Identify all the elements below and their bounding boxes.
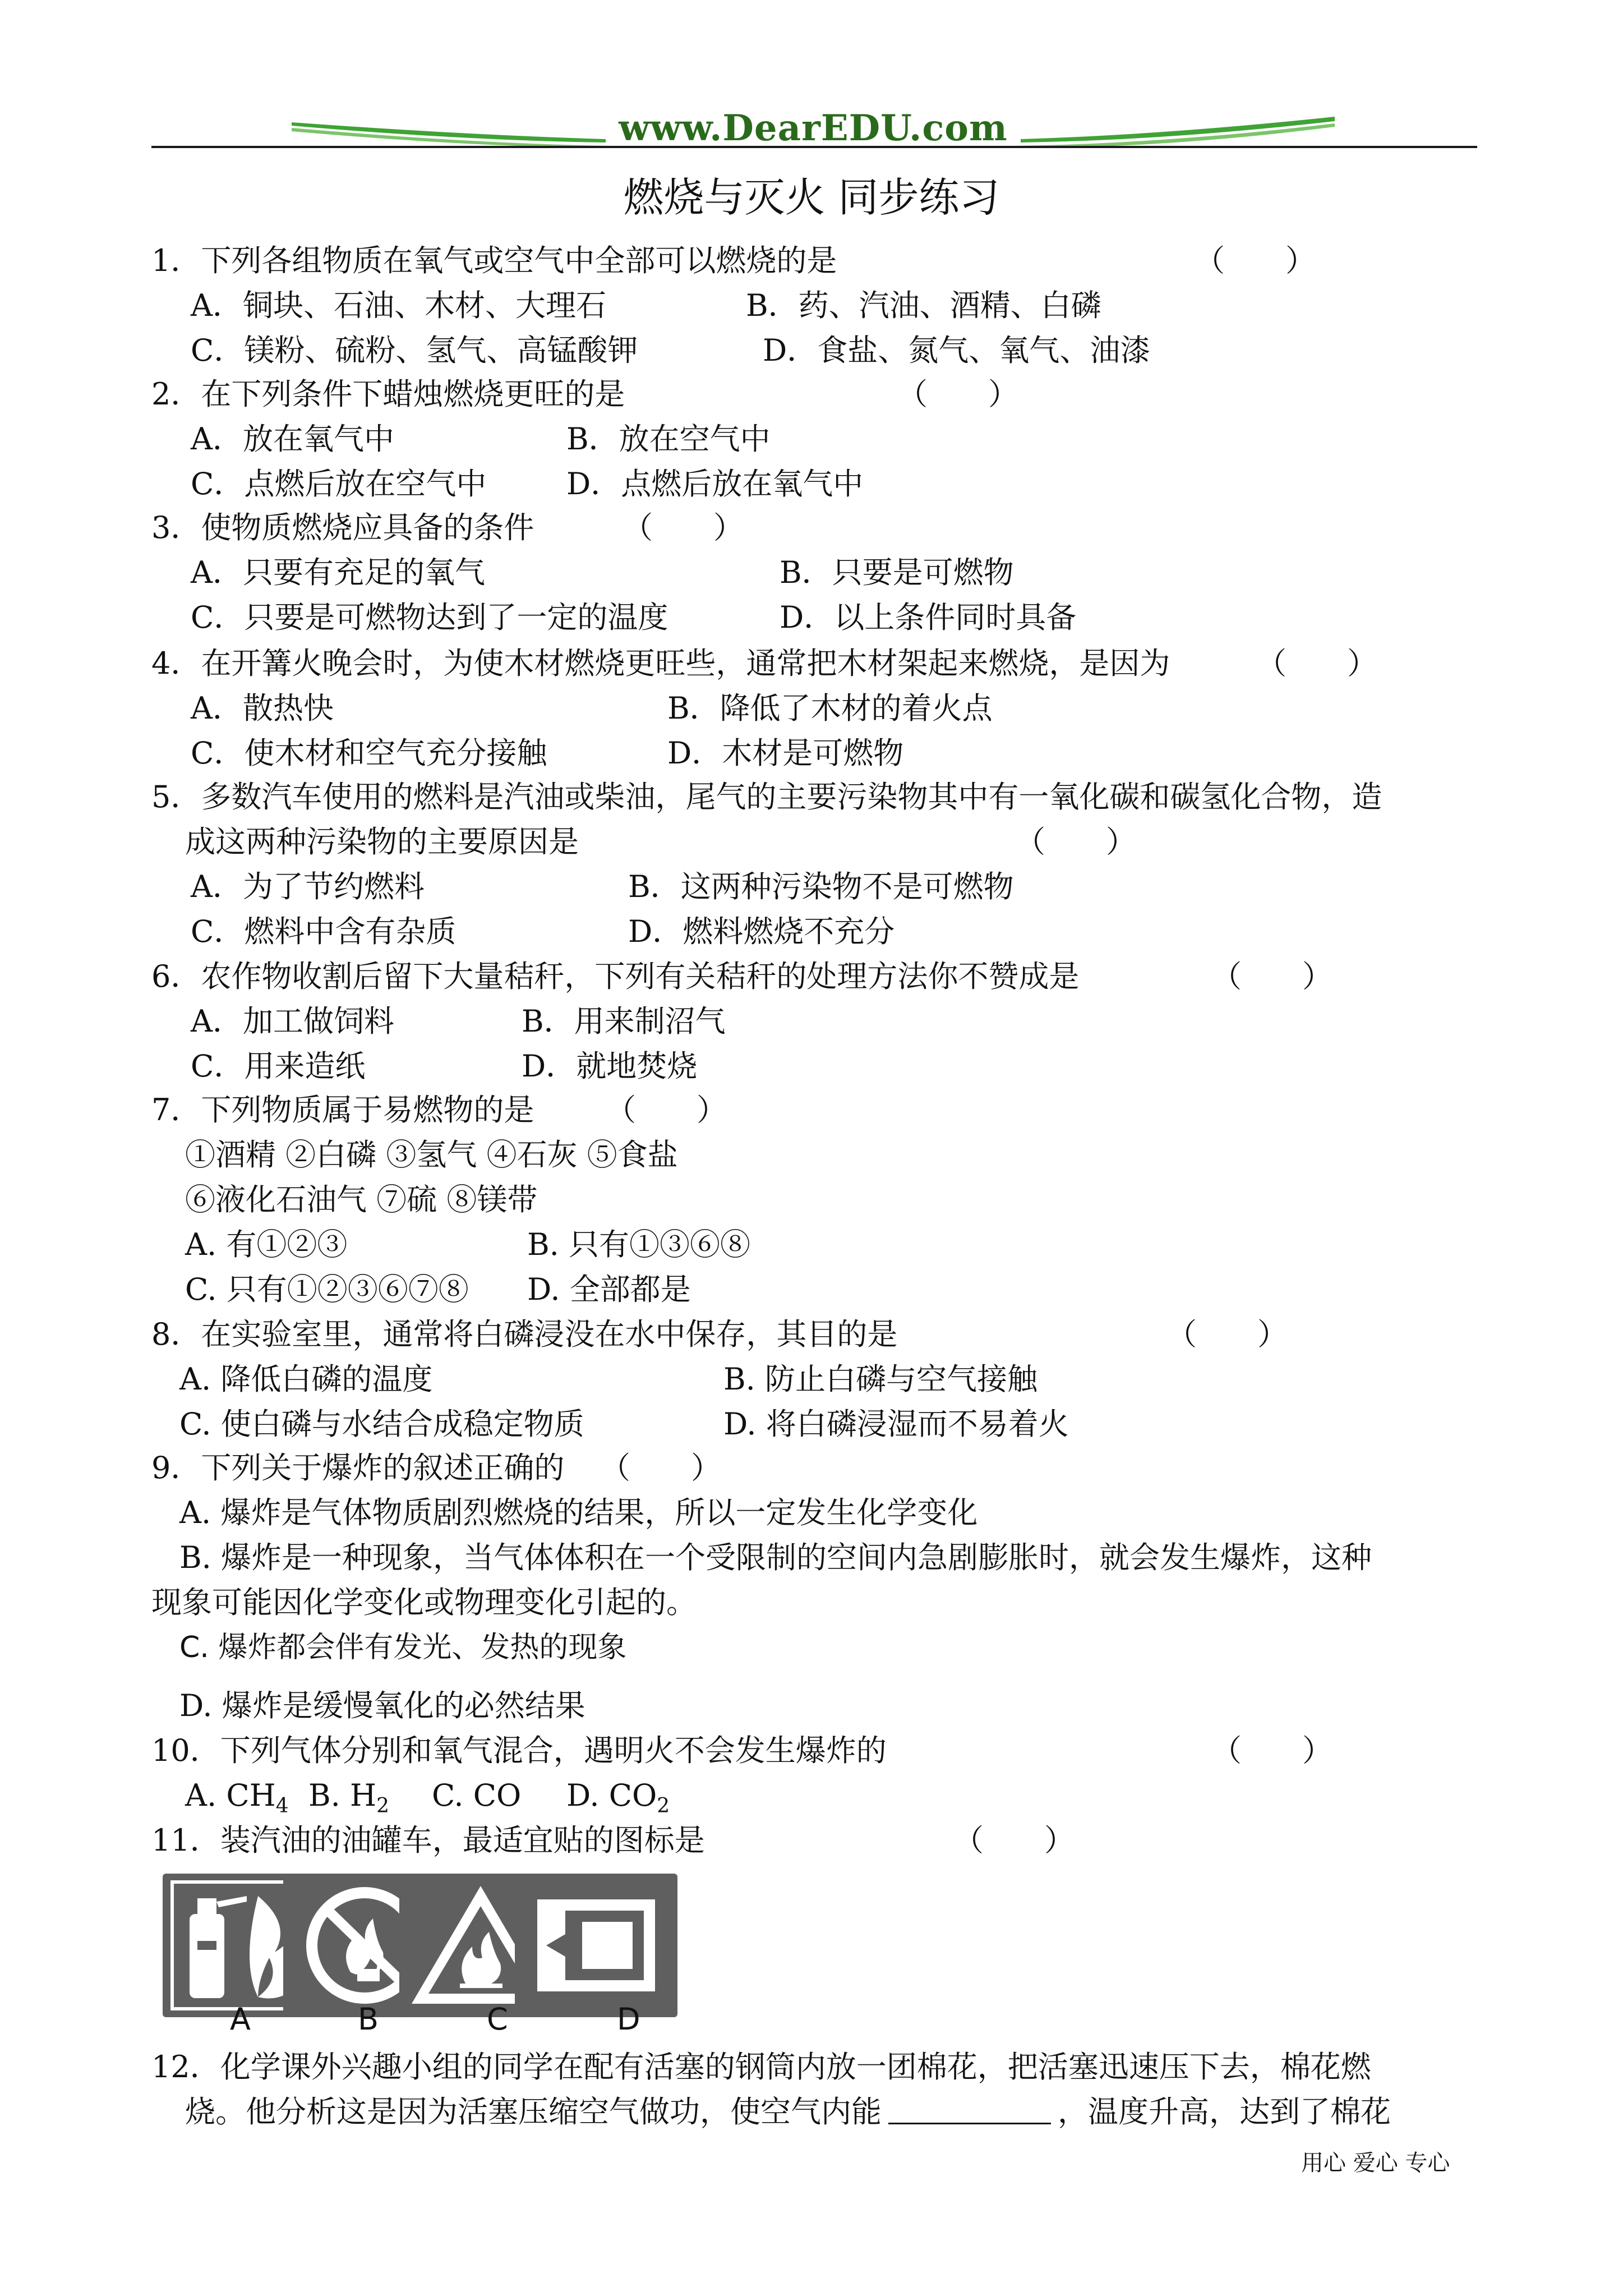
question-7-stem: 7．下列物质属于易燃物的是 xyxy=(151,1092,534,1128)
question-2-answer-blank: （ ） xyxy=(897,376,1018,412)
option-a-formula: A. CH xyxy=(185,1778,276,1813)
question-7-option-b: B. 只有①③⑥⑧ xyxy=(527,1227,751,1262)
question-10-answer-blank: （ ） xyxy=(1211,1733,1332,1768)
question-9-answer-blank: （ ） xyxy=(600,1450,721,1485)
question-10-option-b xyxy=(308,1776,390,1818)
question-6-option-d: D．就地焚烧 xyxy=(522,1048,698,1084)
question-6-answer-blank: （ ） xyxy=(1211,959,1332,994)
question-5-option-a: A．为了节约燃料 xyxy=(191,869,425,904)
question-4-option-c: C．使木材和空气充分接触 xyxy=(191,735,547,771)
question-5-option-d: D．燃料燃烧不充分 xyxy=(628,914,895,949)
page-footer: 用心 爱心 专心 xyxy=(1301,2150,1450,2176)
question-10-option-d xyxy=(566,1776,670,1818)
question-10-option-c: C. CO xyxy=(432,1778,522,1813)
question-6-option-b: B．用来制沼气 xyxy=(522,1004,726,1039)
question-12-text-after-blank: ，温度升高，达到了棉花 xyxy=(1058,2094,1391,2129)
question-12-stem: 12．化学课外兴趣小组的同学在配有活塞的钢筒内放一团棉花，把活塞迅速压下去，棉花燃 xyxy=(151,2049,1371,2085)
question-12-text-before-blank: 烧。他分析这是因为活塞压缩空气做功，使空气内能 xyxy=(185,2094,882,2129)
page-title: 燃烧与灭火 同步练习 xyxy=(623,174,1000,221)
question-2-option-d: D．点燃后放在氧气中 xyxy=(566,466,864,501)
question-1-option-d: D．食盐、氮气、氧气、油漆 xyxy=(763,333,1151,368)
question-8-option-a: A. 降低白磷的温度 xyxy=(179,1361,433,1397)
question-5-option-c: C．燃料中含有杂质 xyxy=(191,914,457,949)
question-2-stem: 2．在下列条件下蜡烛燃烧更旺的是 xyxy=(151,376,625,412)
question-1-option-a: A．铜块、石油、木材、大理石 xyxy=(191,288,606,323)
question-5-option-b: B．这两种污染物不是可燃物 xyxy=(628,869,1014,904)
question-8-answer-blank: （ ） xyxy=(1166,1317,1288,1352)
question-2-option-b: B．放在空气中 xyxy=(566,421,771,457)
header-logo xyxy=(292,105,1335,151)
question-4-answer-blank: （ ） xyxy=(1256,646,1377,681)
question-9-option-a: A. 爆炸是气体物质剧烈燃烧的结果，所以一定发生化学变化 xyxy=(179,1495,978,1530)
question-12-fill-blank[interactable] xyxy=(888,2123,1051,2124)
logo-text: www.DearEDU.com xyxy=(619,107,1008,149)
question-10-stem: 10．下列气体分别和氧气混合，遇明火不会发生爆炸的 xyxy=(151,1733,887,1768)
emergency-exit-icon xyxy=(515,1874,677,2017)
question-1-answer-blank: （ ） xyxy=(1195,243,1316,278)
question-3-answer-blank: （ ） xyxy=(623,510,744,545)
question-3-option-b: B．只要是可燃物 xyxy=(780,555,1014,590)
question-4-option-b: B．降低了木材的着火点 xyxy=(667,691,993,726)
question-11-answer-blank: （ ） xyxy=(953,1823,1075,1858)
question-12-stem-continued xyxy=(185,2092,1391,2132)
question-5-stem: 5．多数汽车使用的燃料是汽油或柴油，尾气的主要污染物其中有一氧化碳和碳氢化合物，造 xyxy=(151,779,1382,815)
question-9-stem: 9．下列关于爆炸的叙述正确的 xyxy=(151,1450,565,1485)
option-d-subscript: 2 xyxy=(657,1794,670,1818)
question-8-stem: 8．在实验室里，通常将白磷浸没在水中保存，其目的是 xyxy=(151,1317,898,1352)
question-9-option-d: D. 爆炸是缓慢氧化的必然结果 xyxy=(179,1688,585,1723)
question-4-option-a: A．散热快 xyxy=(191,691,334,726)
question-7-option-c: C. 只有①②③⑥⑦⑧ xyxy=(185,1272,469,1307)
question-9-option-b-continued: 现象可能因化学变化或物理变化引起的。 xyxy=(151,1585,697,1620)
question-8-option-d: D. 将白磷浸湿而不易着火 xyxy=(723,1406,1069,1442)
question-7-option-a: A. 有①②③ xyxy=(185,1227,348,1262)
question-7-option-d: D. 全部都是 xyxy=(527,1272,691,1307)
option-a-subscript: 4 xyxy=(275,1794,289,1818)
question-5-stem-continued: 成这两种污染物的主要原因是 xyxy=(185,824,579,859)
question-6-stem: 6．农作物收割后留下大量秸秆，下列有关秸秆的处理方法你不赞成是 xyxy=(151,959,1080,994)
question-8-option-b: B. 防止白磷与空气接触 xyxy=(723,1361,1038,1397)
question-3-option-a: A．只要有充足的氧气 xyxy=(191,555,485,590)
option-b-formula: B. H xyxy=(308,1778,377,1813)
question-9-option-c: C. 爆炸都会伴有发光、发热的现象 xyxy=(179,1631,627,1664)
option-d-formula: D. CO xyxy=(566,1778,657,1813)
icon-label-b: B xyxy=(358,2001,379,2037)
question-7-items-line-1: ①酒精 ②白磷 ③氢气 ④石灰 ⑤食盐 xyxy=(185,1137,678,1172)
question-1-stem: 1．下列各组物质在氧气或空气中全部可以燃烧的是 xyxy=(151,243,837,278)
question-4-stem: 4．在开篝火晚会时，为使木材燃烧更旺些，通常把木材架起来燃烧，是因为 xyxy=(151,646,1170,681)
question-7-answer-blank: （ ） xyxy=(606,1092,727,1128)
icon-label-d: D xyxy=(617,2001,640,2037)
question-4-option-d: D．木材是可燃物 xyxy=(667,735,904,771)
icon-label-a: A xyxy=(230,2001,251,2037)
icon-label-c: C xyxy=(487,2001,508,2037)
question-1-option-b: B．药、汽油、酒精、白磷 xyxy=(746,288,1101,323)
question-3-option-d: D．以上条件同时具备 xyxy=(780,600,1077,635)
question-7-items-line-2: ⑥液化石油气 ⑦硫 ⑧镁带 xyxy=(185,1182,538,1217)
question-6-option-a: A．加工做饲料 xyxy=(191,1004,394,1039)
question-9-option-b: B. 爆炸是一种现象，当气体体积在一个受限制的空间内急剧膨胀时，就会发生爆炸，这种 xyxy=(179,1540,1372,1575)
question-5-answer-blank: （ ） xyxy=(1015,824,1136,859)
question-8-option-c: C. 使白磷与水结合成稳定物质 xyxy=(179,1406,584,1442)
question-3-stem: 3．使物质燃烧应具备的条件 xyxy=(151,510,534,545)
question-3-option-c: C．只要是可燃物达到了一定的温度 xyxy=(191,600,668,635)
option-b-subscript: 2 xyxy=(376,1794,390,1818)
question-2-option-a: A．放在氧气中 xyxy=(191,421,394,457)
question-11-stem: 11．装汽油的油罐车，最适宜贴的图标是 xyxy=(151,1823,705,1858)
header-rule xyxy=(151,146,1477,148)
question-2-option-c: C．点燃后放在空气中 xyxy=(191,466,487,501)
question-10-option-a xyxy=(185,1776,289,1818)
question-6-option-c: C．用来造纸 xyxy=(191,1048,366,1084)
question-1-option-c: C．镁粉、硫粉、氢气、高锰酸钾 xyxy=(191,333,638,368)
